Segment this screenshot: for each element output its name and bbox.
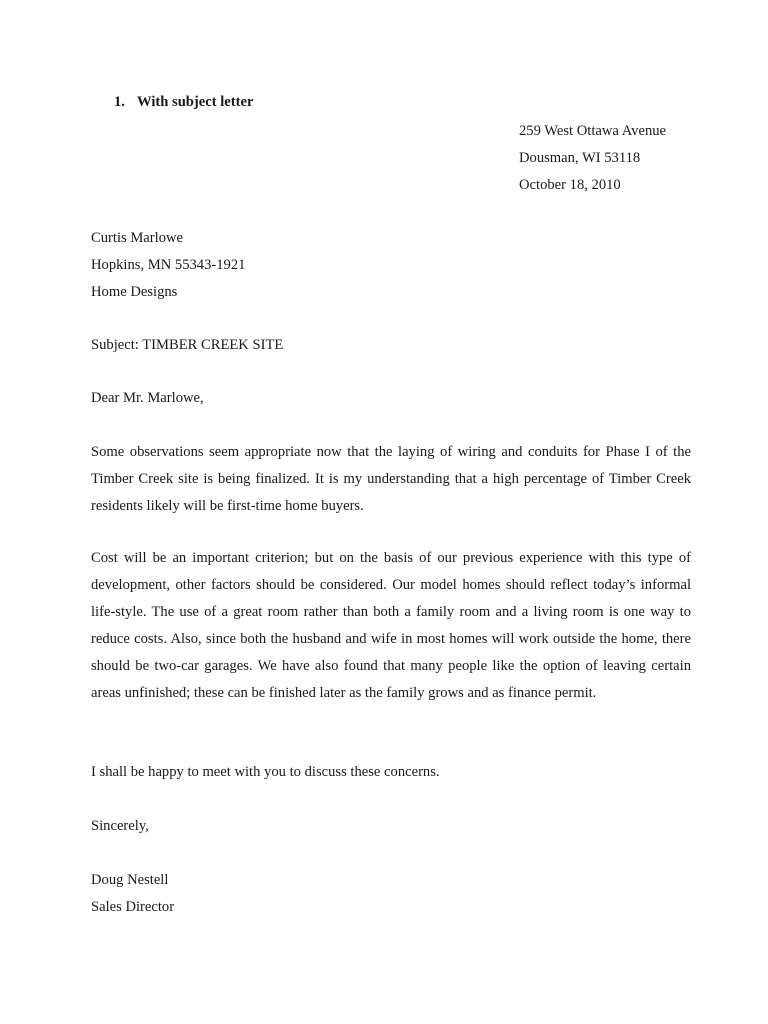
subject-line: Subject: TIMBER CREEK SITE <box>91 337 284 353</box>
body-paragraph-2: Cost will be an important criterion; but on the basis of our previous experience with this type of development, other factors should be considered. Our model homes should reflect today’s informal life-style. The use of a great room rather than both a family room and a living room is one way to reduce costs. Also, since both the husband and wife in most homes will work outside the home, there should be two-car garages. We have also found that many people like the option of leaving certain areas unfinished; these can be finished later as the family grows and as finance permit. <box>91 550 691 701</box>
heading-number: 1. <box>114 94 125 110</box>
recipient-name: Curtis Marlowe <box>91 230 184 246</box>
body-paragraph-3: I shall be happy to meet with you to discuss these concerns. <box>91 764 440 780</box>
sender-address-line2: Dousman, WI 53118 <box>519 150 641 166</box>
recipient-company: Home Designs <box>91 284 178 300</box>
salutation: Dear Mr. Marlowe, <box>91 390 204 406</box>
heading-title: With subject letter <box>137 94 254 110</box>
signature-block <box>91 867 691 921</box>
sender-address-line1: 259 West Ottawa Avenue <box>519 123 667 139</box>
letter-date: October 18, 2010 <box>519 177 621 193</box>
recipient-address-block <box>91 225 245 306</box>
signature-name: Doug Nestell <box>91 872 169 888</box>
recipient-city-state-zip: Hopkins, MN 55343-1921 <box>91 257 246 273</box>
body-paragraph-1: Some observations seem appropriate now that the laying of wiring and conduits for Phase I of the Timber Creek site is being finalized. It is my understanding that a high percentage of Timber Creek residents likely will be first-time home buyers. <box>91 444 691 514</box>
section-heading <box>114 92 253 112</box>
closing: Sincerely, <box>91 818 149 834</box>
signature-title: Sales Director <box>91 899 175 915</box>
sender-address-block <box>519 118 666 199</box>
